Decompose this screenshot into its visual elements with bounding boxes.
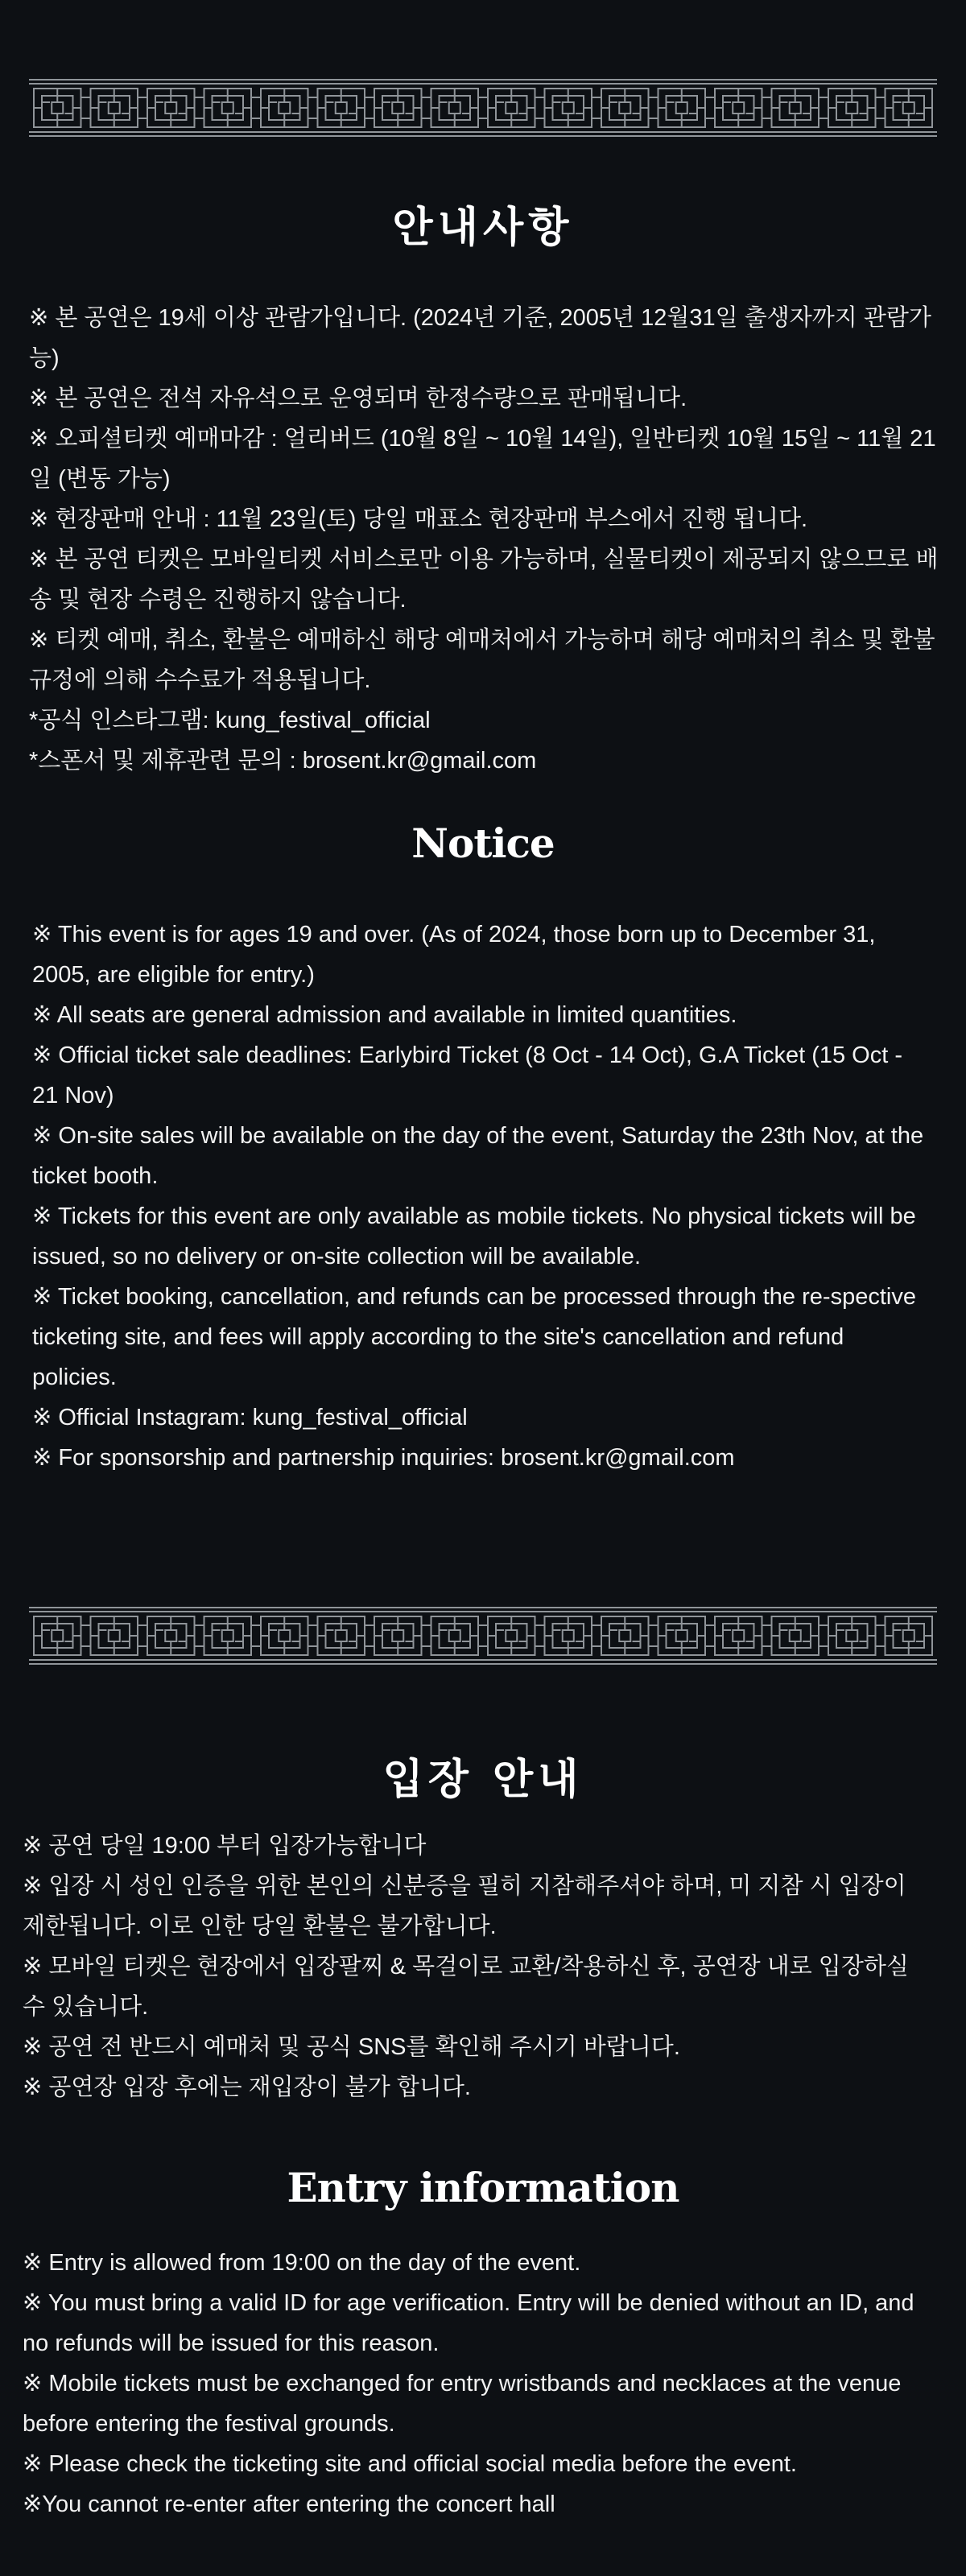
notice-title-en: Notice: [411, 819, 555, 867]
list-item: ※ For sponsorship and partnership inquiries: brosent.kr@gmail.com: [32, 1445, 735, 1471]
list-item: ※ This event is for ages 19 and over. (As of 2024, those born up to December 31, 2005, are eligible for entry.): [32, 922, 876, 988]
list-item: *스폰서 및 제휴관련 문의 : brosent.kr@gmail.com: [29, 748, 537, 774]
list-item: ※ Official ticket sale deadlines: Earlybird Ticket (8 Oct - 14 Oct), G.A Ticket (15 Oct - 21 Nov): [32, 1042, 903, 1108]
list-item: ※ Mobile tickets must be exchanged for entry wristbands and necklaces at the venue before entering the festival grounds.: [23, 2371, 902, 2437]
entry-list-ko: [23, 1826, 932, 2107]
middle-ornament-border: [29, 1604, 937, 1667]
list-item: ※ 입장 시 성인 인증을 위한 본인의 신분증을 필히 지참해주셔야 하며, 미 지참 시 입장이 제한됩니다. 이로 인한 당일 환불은 불가합니다.: [23, 1873, 906, 1939]
list-item: ※ On-site sales will be available on the day of the event, Saturday the 23th Nov, at the ticket booth.: [32, 1123, 924, 1189]
notice-list-en: [32, 914, 926, 1478]
lattice-ornament-icon: [29, 76, 937, 139]
entry-list-en: [23, 2243, 932, 2524]
list-item: ※ Ticket booking, cancellation, and refunds can be processed through the re-spective ticketing site, and fees will apply according to the site's cancellation and refund policies.: [32, 1284, 916, 1390]
list-item: ※ Please check the ticketing site and official social media before the event.: [23, 2451, 797, 2477]
list-item: ※ 공연 전 반드시 예매처 및 공식 SNS를 확인해 주시기 바랍니다.: [23, 2034, 680, 2060]
list-item: ※ Official Instagram: kung_festival_official: [32, 1405, 468, 1430]
list-item: ※ 본 공연 티켓은 모바일티켓 서비스로만 이용 가능하며, 실물티켓이 제공되지 않으므로 배송 및 현장 수령은 진행하지 않습니다.: [29, 547, 939, 613]
list-item: ※ 본 공연은 19세 이상 관람가입니다. (2024년 기준, 2005년 12월31일 출생자까지 관람가능): [29, 305, 931, 371]
list-item: ※ 오피셜티켓 예매마감 : 얼리버드 (10월 8일 ~ 10월 14일), 일반티켓 10월 15일 ~ 11월 21일 (변동 가능): [29, 426, 936, 492]
list-item: ※ All seats are general admission and available in limited quantities.: [32, 1002, 737, 1028]
list-item: ※ 본 공연은 전석 자유석으로 운영되며 한정수량으로 판매됩니다.: [29, 386, 687, 411]
list-item: ※ 공연장 입장 후에는 재입장이 불가 합니다.: [23, 2074, 471, 2100]
list-item: ※ Tickets for this event are only available as mobile tickets. No physical tickets will be issued, so no delivery or on-site collection will be available.: [32, 1203, 916, 1269]
entry-title-ko: 입장 안내: [382, 1755, 584, 1804]
list-item: ※ 공연 당일 19:00 부터 입장가능합니다: [23, 1833, 427, 1859]
top-ornament-border: [29, 76, 937, 139]
list-item: ※ Entry is allowed from 19:00 on the day of the event.: [23, 2250, 581, 2276]
list-item: *공식 인스타그램: kung_festival_official: [29, 708, 431, 733]
list-item: ※ 현장판매 안내 : 11월 23일(토) 당일 매표소 현장판매 부스에서 진행 됩니다.: [29, 506, 808, 532]
list-item: ※ 모바일 티켓은 현장에서 입장팔찌 & 목걸이로 교환/착용하신 후, 공연장 내로 입장하실 수 있습니다.: [23, 1954, 909, 2020]
entry-title-en: Entry information: [287, 2164, 679, 2211]
list-item: ※ 티켓 예매, 취소, 환불은 예매하신 해당 예매처에서 가능하며 해당 예매처의 취소 및 환불 규정에 의해 수수료가 적용됩니다.: [29, 627, 935, 693]
lattice-ornament-icon: [29, 1604, 937, 1667]
guide-list-ko: [29, 298, 947, 781]
list-item: ※ You must bring a valid ID for age verification. Entry will be denied without an ID, and no refunds will be issued for this reason.: [23, 2290, 914, 2356]
guide-title-ko: 안내사항: [392, 203, 574, 252]
list-item: ※You cannot re-enter after entering the concert hall: [23, 2491, 555, 2517]
